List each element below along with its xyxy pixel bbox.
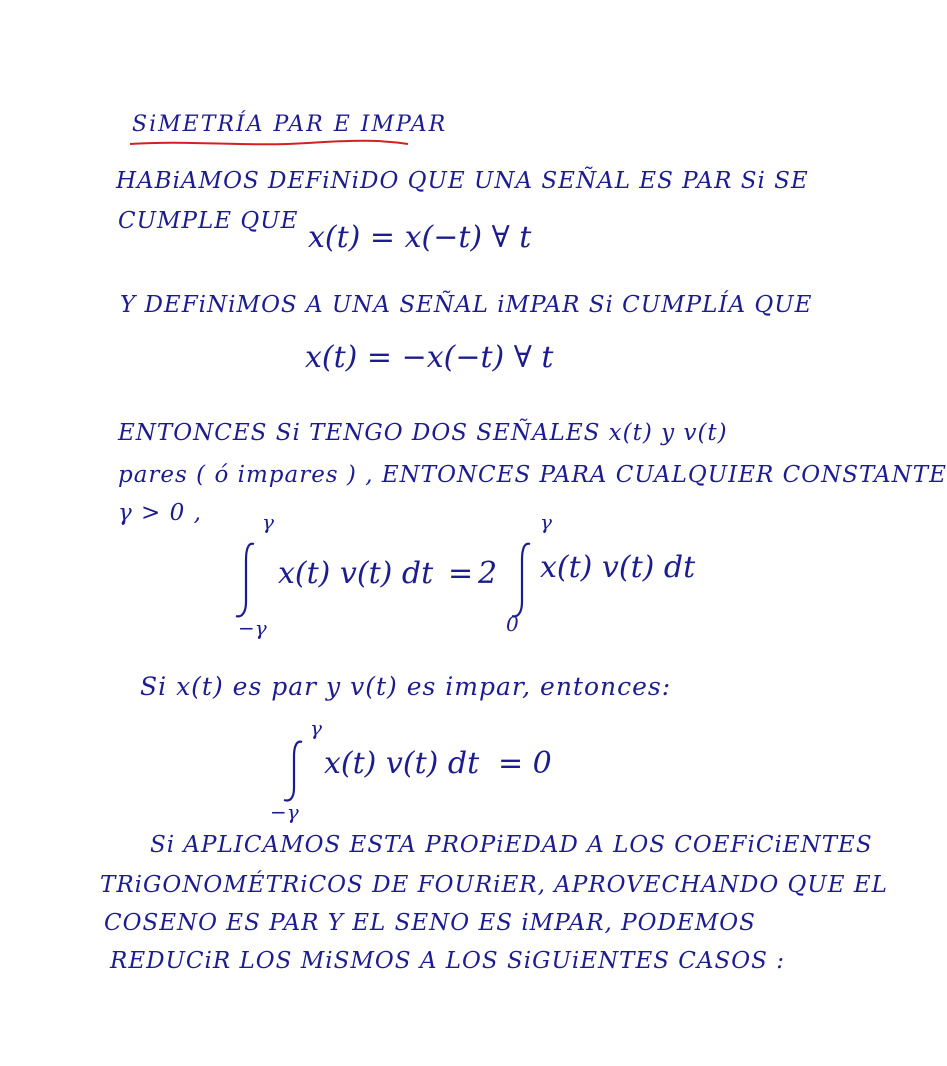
para5-line2: TRiGONOMÉTRiCOS DE FOURiER, APROVECHANDO QUE EL bbox=[100, 872, 888, 898]
integral1-right-lower-limit: 0 bbox=[506, 612, 519, 636]
para3-line3: γ > 0 , bbox=[118, 500, 202, 526]
integral2-integrand: x(t) v(t) dt bbox=[324, 746, 480, 781]
para3-line1: ENTONCES Si TENGO DOS SEÑALES x(t) y v(t) bbox=[118, 420, 728, 446]
title-underline bbox=[128, 138, 410, 148]
integral1-left-upper-limit: γ bbox=[262, 510, 274, 534]
para4-text: Si x(t) es par y v(t) es impar, entonces: bbox=[140, 672, 672, 701]
para1-line2: CUMPLE QUE bbox=[118, 208, 299, 234]
integral2-result: = 0 bbox=[498, 746, 552, 781]
para5-line3: COSENO ES PAR Y EL SENO ES iMPAR, PODEMOS bbox=[104, 910, 756, 936]
integral1-right-integrand: x(t) v(t) dt bbox=[540, 550, 696, 585]
integral1-equals: = bbox=[448, 556, 474, 591]
para5-line1: Si APLICAMOS ESTA PROPiEDAD A LOS COEFiCiENTES bbox=[150, 832, 873, 858]
page-title: SiMETRÍA PAR E IMPAR bbox=[132, 112, 448, 137]
integral2-upper-limit: γ bbox=[310, 716, 322, 740]
integral1-right-upper-limit: γ bbox=[540, 510, 552, 534]
odd-signal-equation: x(t) = −x(−t) ∀ t bbox=[305, 340, 554, 375]
para2-text: Y DEFiNiMOS A UNA SEÑAL iMPAR Si CUMPLÍA QUE bbox=[120, 292, 813, 318]
integral-sign-icon bbox=[280, 738, 310, 804]
para1-line1: HABiAMOS DEFiNiDO QUE UNA SEÑAL ES PAR Si SE bbox=[116, 168, 809, 194]
integral2-lower-limit: −γ bbox=[270, 800, 299, 824]
para5-line4: REDUCiR LOS MiSMOS A LOS SiGUiENTES CASOS : bbox=[110, 948, 785, 974]
integral1-left-lower-limit: −γ bbox=[238, 616, 267, 640]
para3-line2: pares ( ó impares ) , ENTONCES PARA CUALQUIER CONSTANTE bbox=[118, 462, 947, 488]
even-signal-equation: x(t) = x(−t) ∀ t bbox=[308, 220, 532, 255]
integral1-left-integrand: x(t) v(t) dt bbox=[278, 556, 434, 591]
integral-sign-icon bbox=[232, 540, 262, 620]
integral-sign-icon bbox=[508, 540, 538, 620]
integral1-factor: 2 bbox=[478, 556, 498, 591]
